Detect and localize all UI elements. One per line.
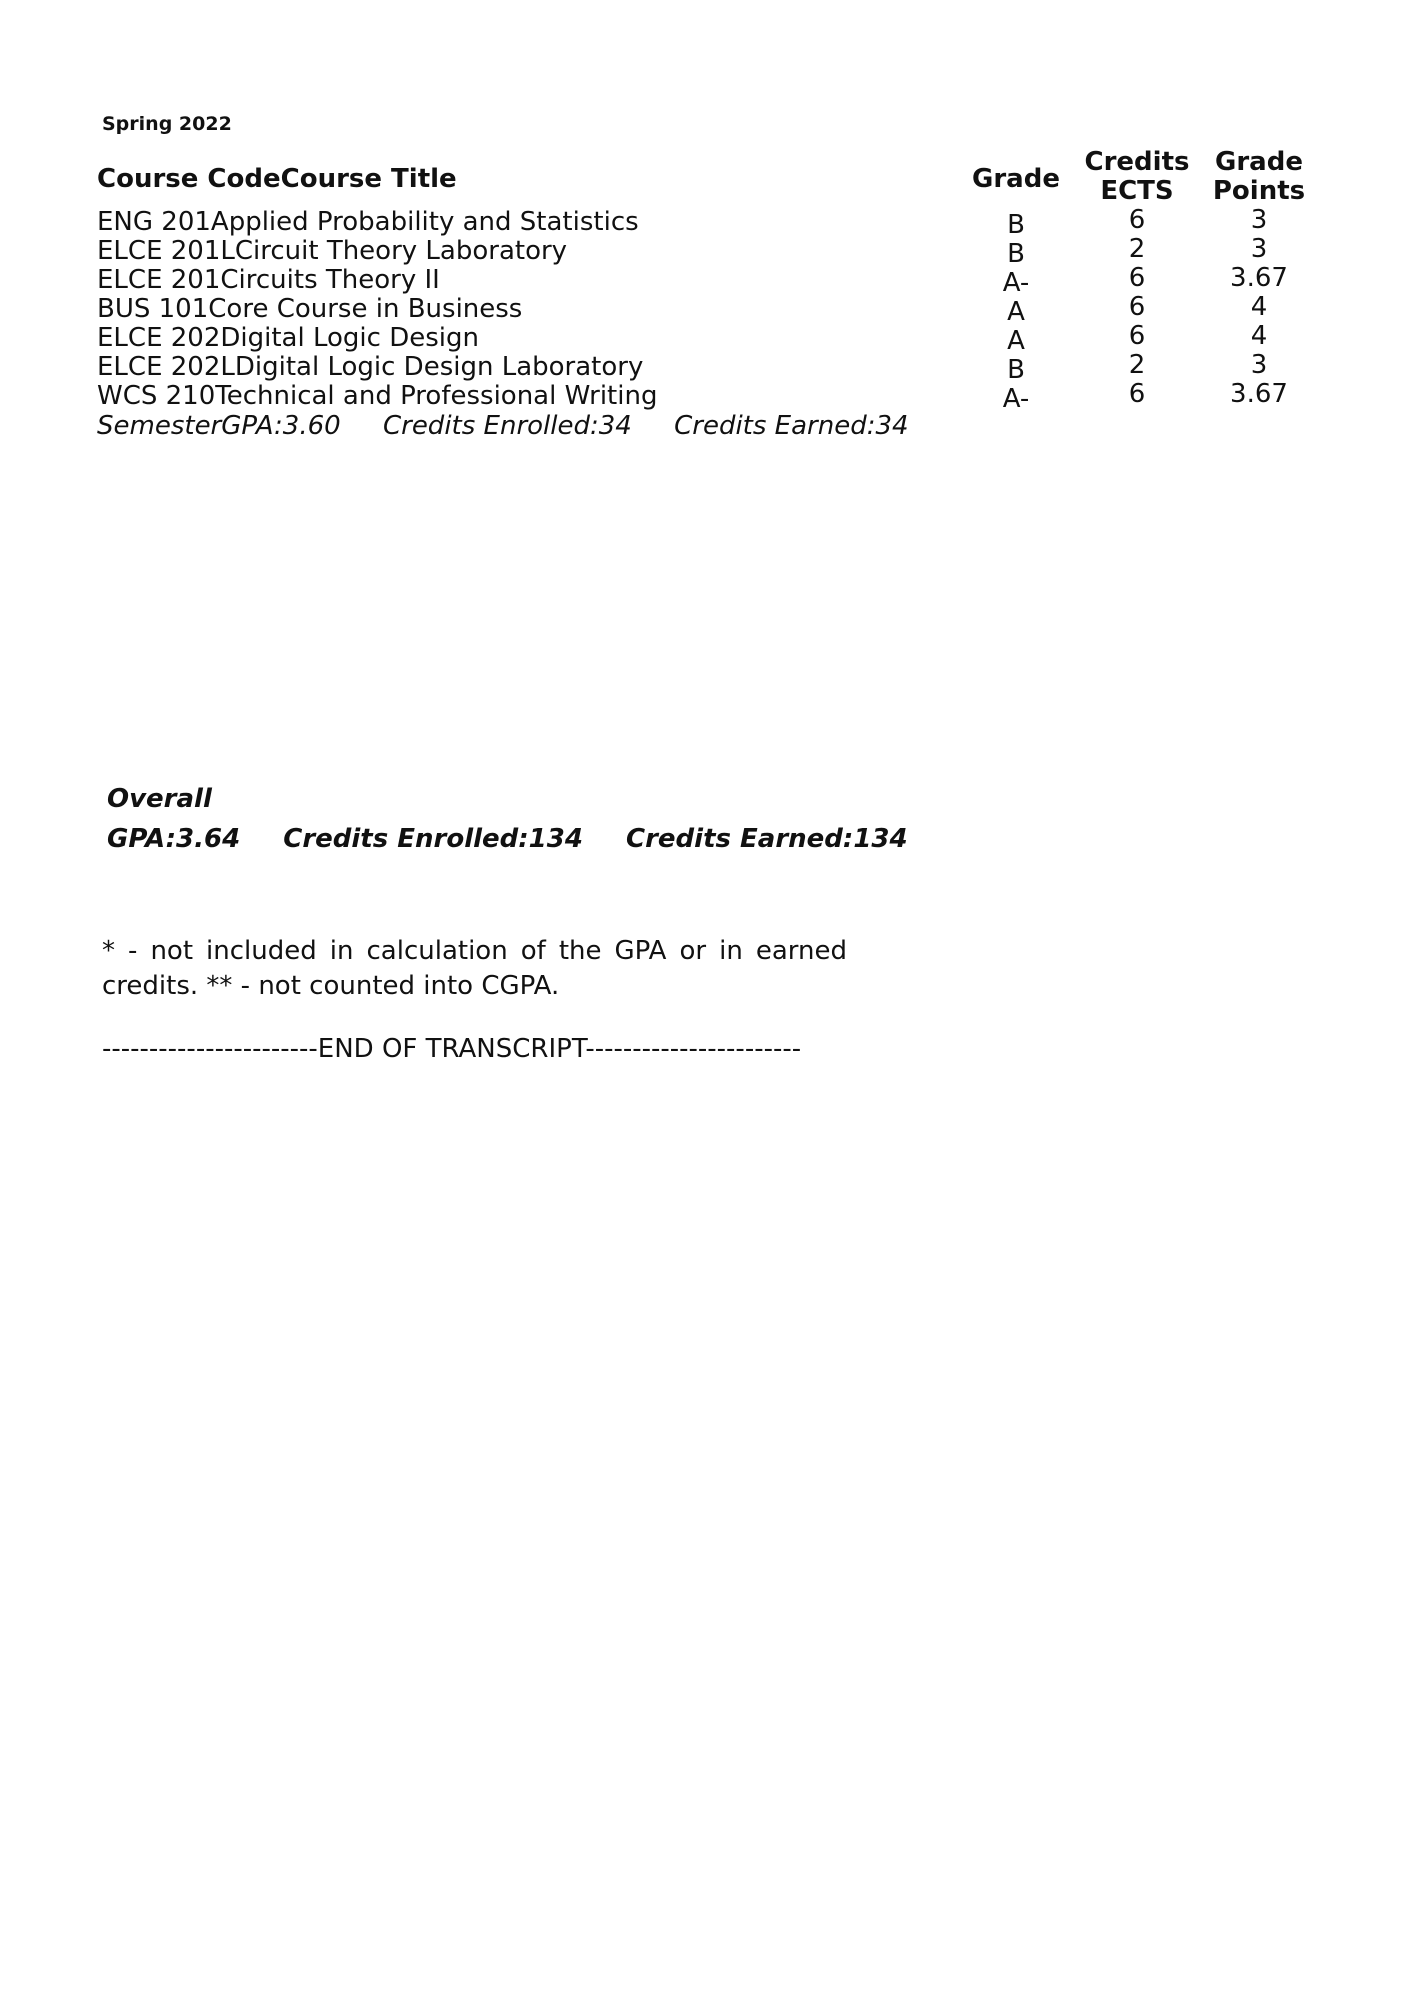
table-row (0, 263, 1414, 298)
course-code-title: ENG 201Applied Probability and Statistics (97, 207, 639, 237)
course-credits: 6 (1128, 379, 1146, 409)
course-grade-points: 3 (1250, 350, 1268, 380)
course-grade-points: 3 (1250, 234, 1268, 264)
course-credits: 6 (1128, 263, 1146, 293)
course-code-title: ELCE 201Circuits Theory II (97, 265, 440, 295)
column-header-code-title: Course CodeCourse Title (97, 164, 457, 194)
course-grade: A (1007, 297, 1025, 327)
course-code-title: BUS 101Core Course in Business (97, 294, 523, 324)
table-row (0, 205, 1414, 240)
course-grade: A- (1002, 268, 1030, 298)
table-row (0, 379, 1414, 414)
overall-credits-earned: Credits Earned:134 (626, 824, 908, 854)
column-header-credits (1077, 148, 1197, 206)
table-header (0, 148, 1414, 208)
table-row (0, 292, 1414, 327)
course-credits: 6 (1128, 292, 1146, 322)
table-row (0, 234, 1414, 269)
semester-credits-earned: Credits Earned:34 (674, 411, 909, 441)
course-grade: B (1007, 239, 1025, 269)
course-grade: B (1007, 355, 1025, 385)
course-code-title: ELCE 201LCircuit Theory Laboratory (97, 236, 568, 266)
column-header-grade: Grade (972, 164, 1060, 194)
column-header-points-line1: Grade (1215, 147, 1303, 177)
course-grade-points: 3.67 (1230, 263, 1288, 293)
semester-summary (97, 411, 943, 441)
footnote: * - not included in calculation of the GPA or in earned credits. ** - not counted into CGPA. (102, 936, 847, 1001)
table-row (0, 321, 1414, 356)
overall-credits-enrolled: Credits Enrolled:134 (283, 824, 583, 854)
overall-gpa: GPA:3.64 (107, 824, 241, 854)
course-table (0, 205, 1414, 414)
course-credits: 2 (1128, 234, 1146, 264)
course-grade-points: 4 (1250, 321, 1268, 351)
course-code-title: ELCE 202LDigital Logic Design Laboratory (97, 352, 644, 382)
course-code-title: ELCE 202Digital Logic Design (97, 323, 479, 353)
course-grade-points: 3.67 (1230, 379, 1288, 409)
course-grade: A (1007, 326, 1025, 356)
term-heading: Spring 2022 (102, 113, 232, 135)
course-credits: 2 (1128, 350, 1146, 380)
semester-credits-enrolled: Credits Enrolled:34 (382, 411, 632, 441)
column-header-grade-points (1199, 148, 1319, 206)
course-grade-points: 4 (1250, 292, 1268, 322)
course-grade: B (1007, 210, 1025, 240)
column-header-points-line2: Points (1212, 176, 1306, 206)
table-row (0, 350, 1414, 385)
course-grade: A- (1002, 384, 1030, 414)
overall-label: Overall (107, 784, 212, 814)
semester-gpa: SemesterGPA:3.60 (97, 411, 341, 441)
course-grade-points: 3 (1250, 205, 1268, 235)
course-credits: 6 (1128, 321, 1146, 351)
course-credits: 6 (1128, 205, 1146, 235)
overall-summary (107, 824, 942, 854)
course-code-title: WCS 210Technical and Professional Writing (97, 381, 658, 411)
column-header-credits-line1: Credits (1084, 147, 1190, 177)
column-header-credits-line2: ECTS (1100, 176, 1174, 206)
end-of-transcript: -----------------------END OF TRANSCRIPT----------------------- (102, 1034, 802, 1064)
